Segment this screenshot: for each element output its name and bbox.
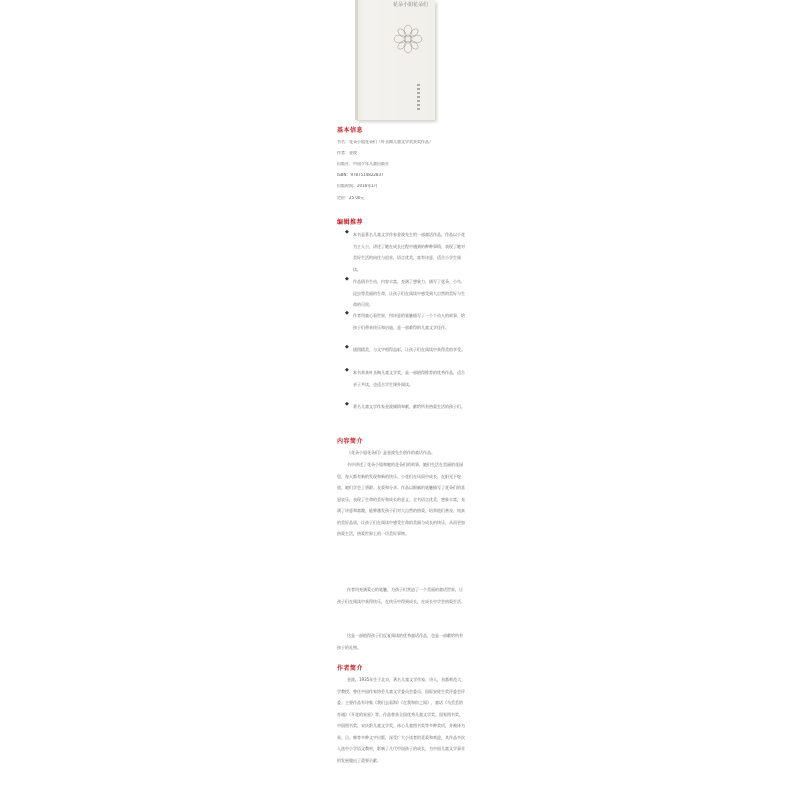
book-spine <box>355 0 358 120</box>
publisher-mark <box>417 84 420 112</box>
bullet-icon: ◆ <box>345 229 349 235</box>
list-item-text: 著名儿童文学作家金波倾情奉献，献给所有热爱生活的孩子们。 <box>353 404 465 409</box>
bullet-icon: ◆ <box>345 310 349 316</box>
list-item-text: 本书荣获叶圣陶儿童文学奖，是一部值得推荐的优秀作品，适合亲子共读，也适合学生课外阅读。 <box>353 370 465 387</box>
info-line: 作者：金波 <box>337 151 357 155</box>
list-item-text: 本书是著名儿童文学作家金波先生的一部童话作品，作品以小花为主人公，讲述了她在成长过程中遇到的种种事情，表现了她对美好生活的向往与追求，语言优美，富有诗意，适合小学生阅读。 <box>353 232 465 272</box>
info-line: 出版时间：2016年1月 <box>337 184 378 188</box>
book-cover-image <box>355 0 435 120</box>
list-item-text: 插图精美，与文字相得益彰，让孩子们在阅读中获得美的享受。 <box>353 347 465 352</box>
info-line: 出版社：中国少年儿童出版社 <box>337 162 389 166</box>
author-paragraph: 金波，1935年生于北京，著名儿童文学作家、诗人，首都师范大学教授。曾任中国作家协会儿童文学委员会委员，国际安徒生奖评委会评委。主要作品有诗集《我们去看海》《在我和你之间》，童话《乌丢丢的奇遇》《开花的星星》等。作品曾获全国优秀儿童文学奖、国家图书奖、中国图书奖、宋庆龄儿童文学奖、冰心儿童图书奖等多种奖项，并被译为英、日、韩等多种文字出版，深受广大小读者的喜爱和欢迎，其作品多次入选中小学语文教材，影响了几代中国孩子的成长，为中国儿童文学事业的发展做出了重要贡献。 <box>337 677 465 763</box>
content-paragraph: 这是一部值得孩子们反复阅读的优秀童话作品，也是一部献给所有孩子的礼物。 <box>337 633 463 650</box>
book-cover <box>355 0 439 122</box>
section-title-content-intro: 内容简介 <box>337 438 364 445</box>
list-item-text: 作品情节生动，内容丰富，充满了想象力，描写了花朵、小鸟、昆虫等美丽的生命，让孩子们在阅读中感受到大自然的美好与生命的可贵。 <box>353 279 465 307</box>
info-line: ISBN：9787514822837 <box>337 173 384 177</box>
bullet-icon: ◆ <box>345 344 349 350</box>
section-title-author-intro: 作者简介 <box>337 665 364 672</box>
section-title-basic-info: 基本信息 <box>337 127 364 134</box>
cover-title: 花朵小姐花朵们 <box>393 2 429 8</box>
flower-illustration-icon <box>391 22 425 56</box>
info-line: 定价：25.00元 <box>337 196 365 200</box>
bullet-icon: ◆ <box>345 367 349 373</box>
content-paragraph: 书中讲述了花朵小姐和她的花朵们的故事，她们生活在美丽的花园里，每天都有新的发现和新的快乐。小花们在风雨中成长，在阳光下绽放，她们学会了勇敢、友爱和分享。作品以细腻的笔触描写了花朵们的喜怒哀乐，表现了生命的美好和成长的意义。全书语言优美，想象丰富，充满了诗意和童趣，能够激发孩子们对大自然的热爱，培养他们善良、纯真的美好品质，让孩子们在阅读中感受生命的美丽与成长的快乐，从而更加热爱生活，热爱世界上的一切美好事物。 <box>337 462 465 536</box>
bullet-icon: ◆ <box>345 276 349 282</box>
bullet-icon: ◆ <box>345 401 349 407</box>
content-paragraph: 作者用充满爱心的笔触，为孩子们营造了一个美丽的童话世界，让孩子们在阅读中获得快乐，在快乐中得到成长，在成长中学会热爱生活。 <box>337 587 465 604</box>
list-item-text: 作者用童心看世界，用诗意的笔触描写了一个个动人的故事，给孩子们带来快乐和启迪，是一部难得的儿童文学佳作。 <box>353 313 465 330</box>
section-title-editor-recommendation: 编辑推荐 <box>337 219 364 226</box>
content-paragraph: 《花朵小姐花朵们》是金波先生创作的童话作品。 <box>347 450 435 455</box>
info-line: 书名：花朵小姐花朵们（叶圣陶儿童文学奖获奖作品） <box>337 140 433 144</box>
